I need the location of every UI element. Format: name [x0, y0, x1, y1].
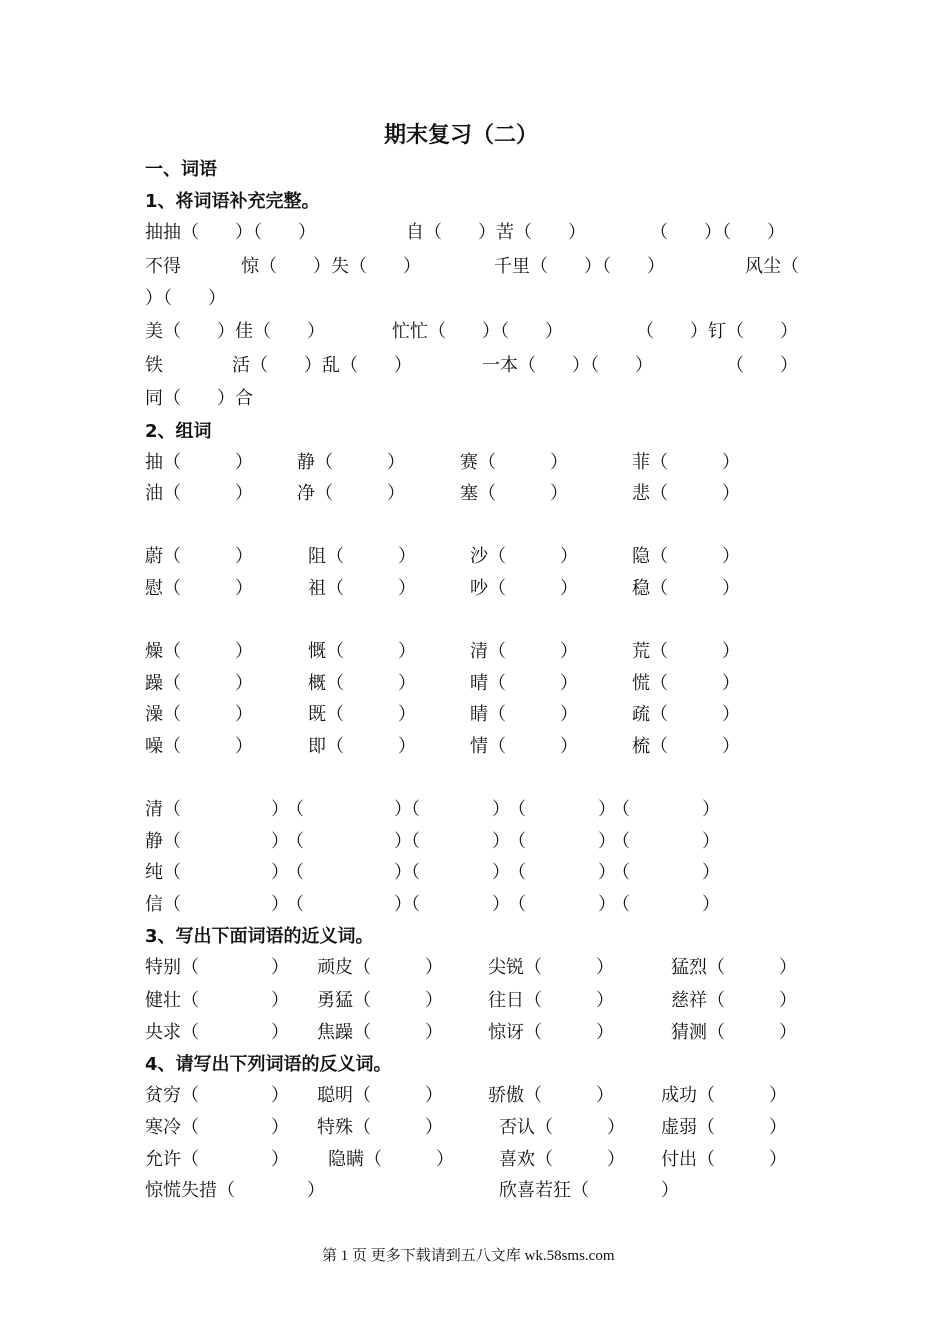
- q3-item: 往日（ ）: [488, 990, 614, 1011]
- q2-item: 噪（ ）: [145, 736, 253, 757]
- q2-item: （ ）: [508, 799, 616, 820]
- q2-item: 慰（ ）: [145, 578, 253, 599]
- q1-item: 铁: [145, 355, 163, 376]
- q2-item: （ ）: [286, 799, 412, 820]
- q2-item: 慌（ ）: [632, 673, 740, 694]
- q4-item: 允许（ ）: [145, 1149, 289, 1170]
- section-heading: 一、词语: [145, 159, 217, 180]
- q1-item: 一本（ ）（ ）: [482, 355, 653, 376]
- q2-item: 疏（ ）: [632, 704, 740, 725]
- q2-item: 躁（ ）: [145, 673, 253, 694]
- q2-item: （ ）: [402, 799, 510, 820]
- q3-item: 央求（ ）: [145, 1022, 289, 1043]
- q4-item: 惊慌失措（ ）: [145, 1180, 325, 1201]
- q4-item: 欣喜若狂（ ）: [499, 1180, 679, 1201]
- q1-item: 抽抽（ ）（ ）: [145, 222, 316, 243]
- q3-item: 猛烈（ ）: [671, 957, 797, 978]
- q1-item: 千里（ ）（ ）: [494, 256, 665, 277]
- question-3-heading: 3、写出下面词语的近义词。: [145, 926, 374, 947]
- q4-item: 聪明（ ）: [317, 1085, 443, 1106]
- q1-item: 忙忙（ ）（ ）: [392, 321, 563, 342]
- q2-item: 既（ ）: [308, 704, 416, 725]
- q4-item: 成功（ ）: [661, 1085, 787, 1106]
- q2-item: 晴（ ）: [470, 673, 578, 694]
- q2-item: 悲（ ）: [632, 483, 740, 504]
- q1-item: 同（ ）合: [145, 388, 253, 409]
- q2-item: （ ）: [612, 862, 720, 883]
- q4-item: 贫穷（ ）: [145, 1085, 289, 1106]
- q2-item: （ ）: [286, 894, 412, 915]
- page-footer: 第 1 页 更多下载请到五八文库 wk.58sms.com: [322, 1248, 615, 1264]
- q2-item: 信（ ）: [145, 894, 289, 915]
- q3-item: 顽皮（ ）: [317, 957, 443, 978]
- q3-item: 焦躁（ ）: [317, 1022, 443, 1043]
- q2-item: 静（ ）: [145, 831, 289, 852]
- q4-item: 寒冷（ ）: [145, 1117, 289, 1138]
- q2-item: 纯（ ）: [145, 862, 289, 883]
- q3-item: 特别（ ）: [145, 957, 289, 978]
- q3-item: 慈祥（ ）: [671, 990, 797, 1011]
- q2-item: （ ）: [508, 894, 616, 915]
- q2-item: （ ）: [612, 799, 720, 820]
- q2-item: 燥（ ）: [145, 641, 253, 662]
- q1-item: （ ）（ ）: [650, 222, 785, 243]
- q2-item: （ ）: [402, 862, 510, 883]
- q2-item: 荒（ ）: [632, 641, 740, 662]
- q1-item: 自（ ）苦（ ）: [406, 222, 586, 243]
- question-2-heading: 2、组词: [145, 421, 212, 442]
- q1-item: （ ）: [726, 355, 798, 376]
- q4-item: 否认（ ）: [499, 1117, 625, 1138]
- q1-item: 风尘（: [745, 256, 799, 277]
- q2-item: （ ）: [508, 862, 616, 883]
- q2-item: 赛（ ）: [460, 452, 568, 473]
- q2-item: 菲（ ）: [632, 452, 740, 473]
- q4-item: 付出（ ）: [661, 1149, 787, 1170]
- q3-item: 健壮（ ）: [145, 990, 289, 1011]
- q1-item: 惊（ ）失（ ）: [241, 256, 421, 277]
- q3-item: 惊讶（ ）: [488, 1022, 614, 1043]
- q1-item: 活（ ）乱（ ）: [232, 355, 412, 376]
- q1-item: 不得: [145, 256, 181, 277]
- q1-item: ）（ ）: [145, 288, 226, 309]
- q2-item: 清（ ）: [470, 641, 578, 662]
- q2-item: 睛（ ）: [470, 704, 578, 725]
- q2-item: 塞（ ）: [460, 483, 568, 504]
- question-1-heading: 1、将词语补充完整。: [145, 191, 320, 212]
- q4-item: 喜欢（ ）: [499, 1149, 625, 1170]
- q2-item: （ ）: [612, 894, 720, 915]
- q2-item: 祖（ ）: [308, 578, 416, 599]
- q4-item: 骄傲（ ）: [488, 1085, 614, 1106]
- q2-item: 抽（ ）: [145, 452, 253, 473]
- q4-item: 特殊（ ）: [317, 1117, 443, 1138]
- q2-item: 净（ ）: [297, 483, 405, 504]
- q2-item: 清（ ）: [145, 799, 289, 820]
- q2-item: 慨（ ）: [308, 641, 416, 662]
- q2-item: 沙（ ）: [470, 546, 578, 567]
- q1-item: 美（ ）佳（ ）: [145, 321, 325, 342]
- q2-item: 静（ ）: [297, 452, 405, 473]
- q3-item: 尖锐（ ）: [488, 957, 614, 978]
- q2-item: （ ）: [508, 831, 616, 852]
- q2-item: 情（ ）: [470, 736, 578, 757]
- q2-item: 吵（ ）: [470, 578, 578, 599]
- q3-item: 猜测（ ）: [671, 1022, 797, 1043]
- q3-item: 勇猛（ ）: [317, 990, 443, 1011]
- q2-item: 阻（ ）: [308, 546, 416, 567]
- q2-item: 蔚（ ）: [145, 546, 253, 567]
- q1-item: （ ）钉（ ）: [636, 321, 798, 342]
- question-4-heading: 4、请写出下列词语的反义词。: [145, 1054, 392, 1075]
- q2-item: （ ）: [402, 894, 510, 915]
- q4-item: 虚弱（ ）: [661, 1117, 787, 1138]
- q2-item: 梳（ ）: [632, 736, 740, 757]
- q4-item: 隐瞒（ ）: [328, 1149, 454, 1170]
- q2-item: （ ）: [612, 831, 720, 852]
- q2-item: 澡（ ）: [145, 704, 253, 725]
- q2-item: （ ）: [286, 862, 412, 883]
- q2-item: 稳（ ）: [632, 578, 740, 599]
- q2-item: 即（ ）: [308, 736, 416, 757]
- q2-item: 油（ ）: [145, 483, 253, 504]
- q2-item: （ ）: [402, 831, 510, 852]
- page-title: 期末复习（二）: [384, 123, 539, 148]
- q2-item: 隐（ ）: [632, 546, 740, 567]
- q2-item: （ ）: [286, 831, 412, 852]
- q2-item: 概（ ）: [308, 673, 416, 694]
